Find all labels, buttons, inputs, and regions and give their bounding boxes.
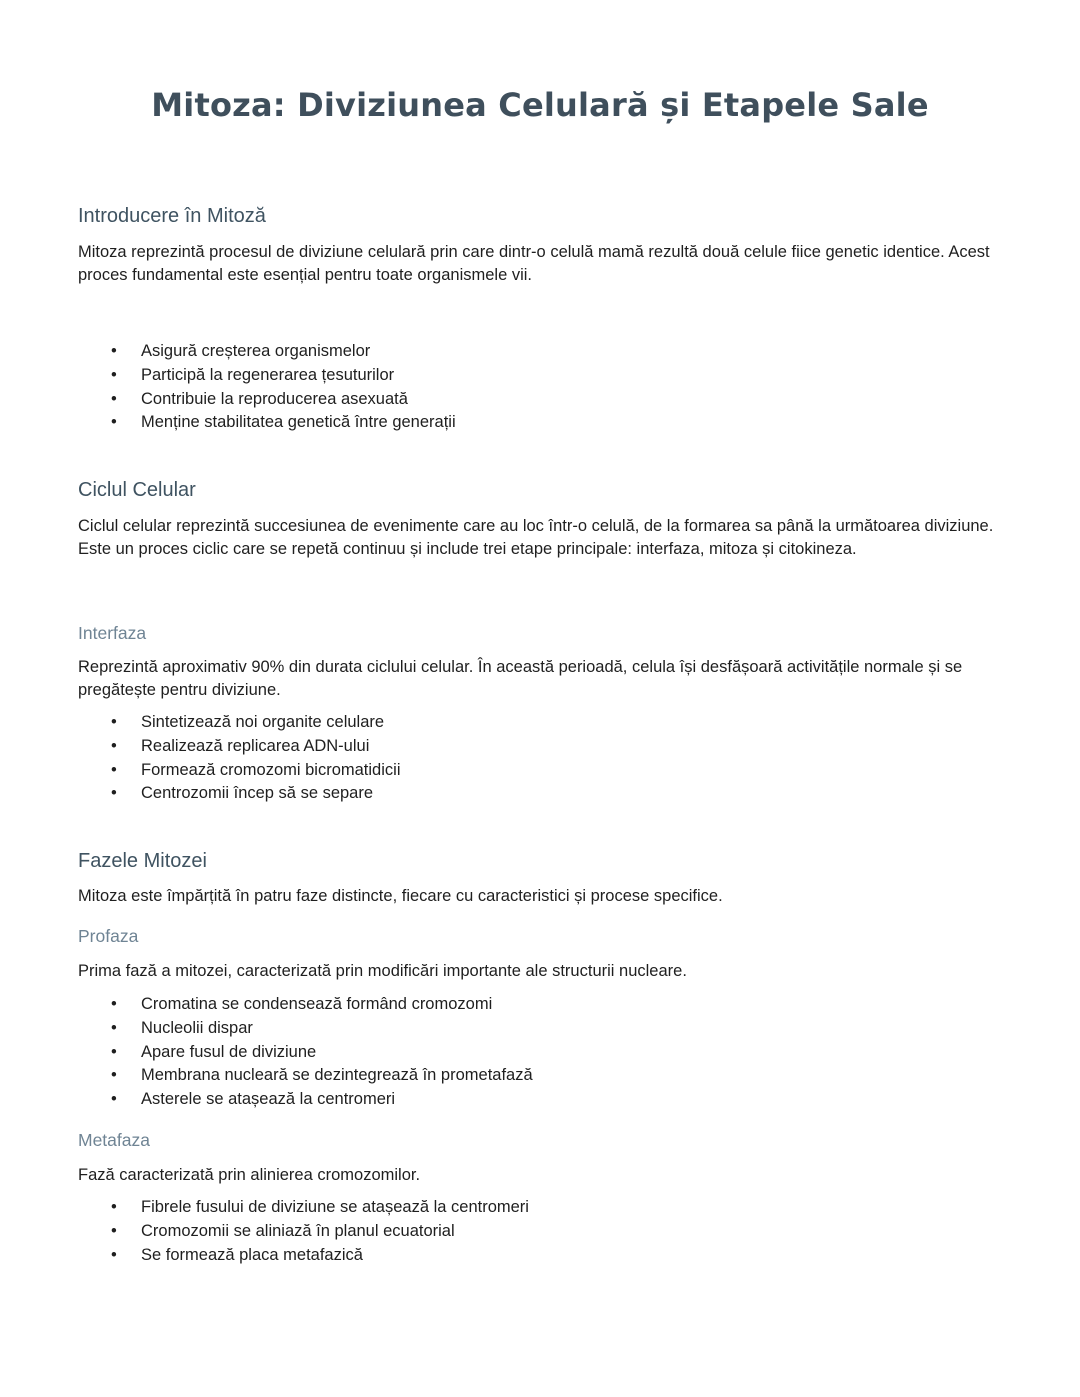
list-item: • Contribuie la reproducerea asexuată bbox=[78, 388, 456, 412]
intro-paragraph: Mitoza reprezintă procesul de diviziune celulară prin care dintr-o celulă mamă rezultă două celule fiice genetic identice. Acest proces fundamental este esențial pentru toate organismele vii. bbox=[78, 243, 990, 284]
list-item: • Menține stabilitatea genetică între generații bbox=[78, 411, 456, 435]
list-item: • Participă la regenerarea țesuturilor bbox=[78, 364, 456, 388]
list-item: • Realizează replicarea ADN-ului bbox=[78, 735, 400, 759]
phases-heading: Fazele Mitozei bbox=[78, 850, 207, 872]
list-item: • Centrozomii încep să se separe bbox=[78, 782, 400, 806]
metaphase-heading: Metafaza bbox=[78, 1130, 150, 1150]
prophase-heading: Profaza bbox=[78, 926, 139, 946]
document-title: Mitoza: Diviziunea Celulară și Etapele Sale bbox=[151, 86, 929, 124]
metaphase-paragraph: Fază caracterizată prin alinierea cromozomilor. bbox=[78, 1166, 421, 1184]
prophase-list bbox=[78, 993, 533, 1112]
list-item: • Cromozomii se aliniază în planul ecuatorial bbox=[78, 1220, 529, 1244]
interphase-paragraph: Reprezintă aproximativ 90% din durata ciclului celular. În această perioadă, celula își desfășoară activitățile normale și se pregătește pentru diviziune. bbox=[78, 658, 963, 699]
list-item: • Cromatina se condensează formând cromozomi bbox=[78, 993, 533, 1017]
phases-paragraph: Mitoza este împărțită în patru faze distincte, fiecare cu caracteristici și procese specifice. bbox=[78, 887, 723, 905]
list-item: • Fibrele fusului de diviziune se atașează la centromeri bbox=[78, 1196, 529, 1220]
metaphase-list bbox=[78, 1196, 529, 1267]
list-item: • Membrana nucleară se dezintegrează în prometafază bbox=[78, 1064, 533, 1088]
list-item: • Formează cromozomi bicromatidicii bbox=[78, 759, 400, 783]
intro-list bbox=[78, 340, 456, 435]
list-item: • Se formează placa metafazică bbox=[78, 1244, 529, 1268]
cycle-heading: Ciclul Celular bbox=[78, 479, 196, 501]
list-item: • Asterele se atașează la centromeri bbox=[78, 1088, 533, 1112]
interphase-heading: Interfaza bbox=[78, 623, 147, 643]
list-item: • Sintetizează noi organite celulare bbox=[78, 711, 400, 735]
list-item: • Asigură creșterea organismelor bbox=[78, 340, 456, 364]
intro-heading: Introducere în Mitoză bbox=[78, 205, 266, 227]
interphase-list bbox=[78, 711, 400, 806]
prophase-paragraph: Prima fază a mitozei, caracterizată prin modificări importante ale structurii nucleare. bbox=[78, 962, 687, 980]
cycle-paragraph: Ciclul celular reprezintă succesiunea de evenimente care au loc într-o celulă, de la formarea sa până la următoarea diviziune. Este un proces ciclic care se repetă continuu și include trei etape principale: interfaza, mitoza și citokineza. bbox=[78, 517, 994, 558]
list-item: • Nucleolii dispar bbox=[78, 1017, 533, 1041]
list-item: • Apare fusul de diviziune bbox=[78, 1041, 533, 1065]
